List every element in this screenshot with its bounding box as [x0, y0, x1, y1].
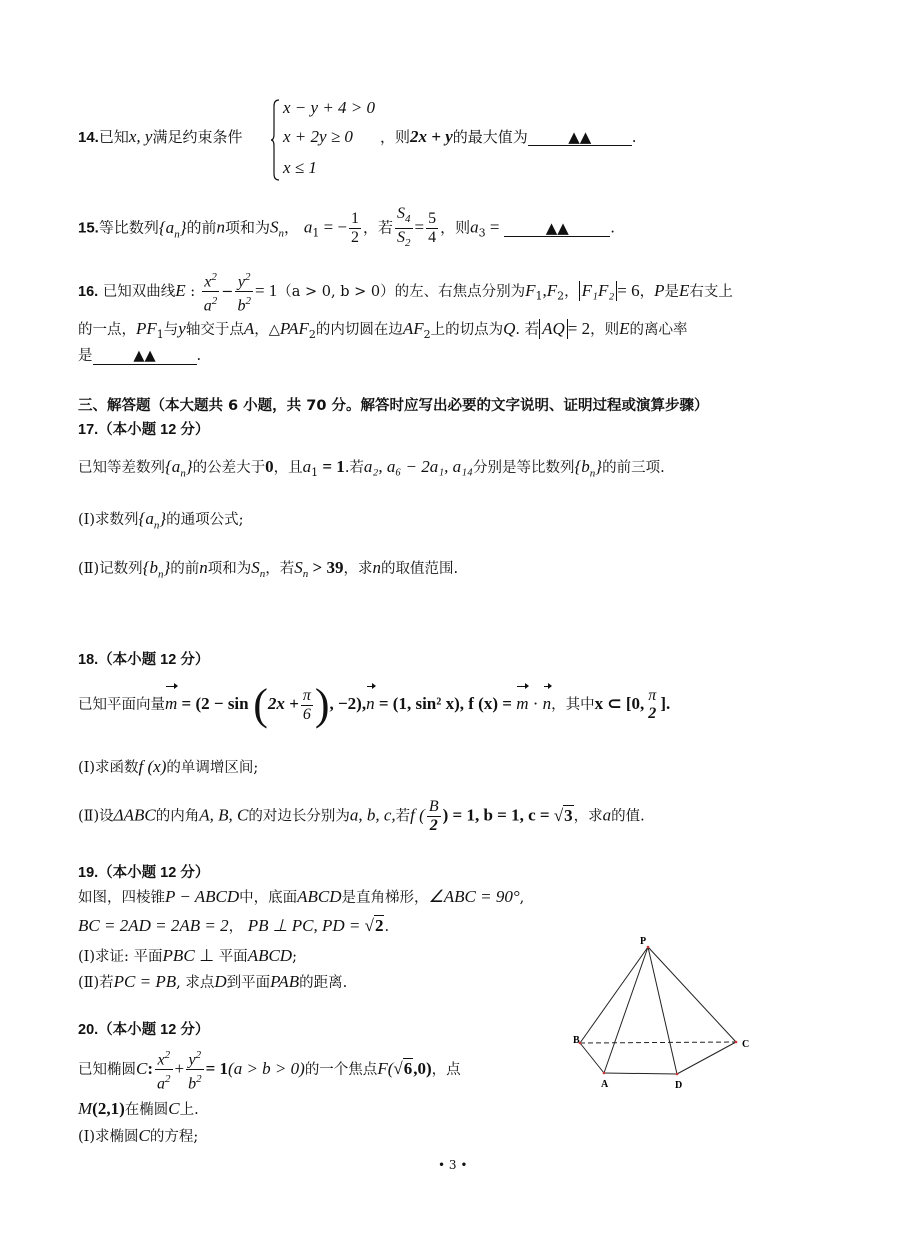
math: n — [589, 467, 596, 480]
math: , −2), — [329, 694, 367, 713]
text: 平面 — [218, 949, 248, 965]
fraction: $\frac{x^2}{a^2}$ — [202, 268, 220, 316]
question-20-stem — [78, 1046, 461, 1094]
answer-blank — [528, 129, 632, 146]
text: ，其中 — [551, 697, 595, 713]
math: n — [372, 558, 381, 577]
text: ，若 — [363, 218, 394, 237]
text: (Ⅰ)求函数 — [78, 760, 139, 776]
question-17-part-2 — [78, 557, 458, 580]
text: ， — [284, 218, 300, 237]
fraction — [426, 210, 438, 247]
math: P − ABCD — [165, 887, 240, 906]
text: 的值. — [611, 808, 645, 825]
text: 已知等差数列 — [78, 460, 165, 476]
text: ; — [292, 949, 297, 965]
math: PF — [136, 319, 157, 338]
math: 2x + — [267, 694, 299, 713]
question-14 — [78, 96, 778, 186]
fraction: $\frac{y^2}{b^2}$ — [235, 268, 253, 316]
blank-mark: ▲▲ — [568, 128, 592, 146]
fraction — [301, 687, 313, 724]
text: 已知椭圆 — [78, 1061, 136, 1078]
question-18-part-2 — [78, 798, 645, 835]
math: n — [278, 227, 285, 240]
text: 满足约束条件 — [152, 128, 243, 146]
sqrt: √2 — [364, 916, 384, 935]
numerator: π — [648, 687, 657, 704]
text: ，点 — [431, 1061, 461, 1078]
denominator: a — [157, 1075, 166, 1093]
brace — [271, 98, 279, 182]
blank-mark: ▲▲ — [133, 348, 156, 364]
math: n — [543, 684, 552, 724]
question-20-line-2 — [78, 1098, 199, 1119]
question-16: 16. 已知双曲线E : $\frac{x^2}{a^2}$ − $\frac{y^2}{b^2}$ = 1（a > 0, b > 0）的左、右焦点分别为$F_1,F_2$， F₁F₂ = 6，P是E右支上 — [78, 268, 733, 316]
text: 的前三项. — [602, 460, 665, 476]
question-18-part-1 — [78, 756, 258, 777]
radicand: 3 — [564, 805, 573, 825]
constraint-2: x + 2y ≥ 0 — [283, 127, 353, 146]
text: (Ⅰ)求椭圆 — [78, 1129, 139, 1145]
math: a — [602, 805, 612, 825]
math: 1 — [156, 327, 164, 341]
radicand: 6 — [403, 1058, 413, 1078]
text: , 求点 — [176, 975, 215, 991]
text: . — [384, 919, 390, 935]
text: ，则 — [440, 218, 471, 237]
text: (Ⅰ)求数列 — [78, 512, 139, 528]
math: PAF — [279, 319, 309, 338]
math: = 1 — [318, 457, 345, 476]
text: 等比数列 — [98, 218, 159, 237]
math: E — [175, 280, 186, 300]
text: 的一个焦点 — [304, 1061, 378, 1078]
answer-blank — [93, 348, 197, 365]
math: n — [174, 228, 180, 241]
math: = — [485, 217, 500, 237]
math: y — [178, 319, 186, 338]
denominator: 2 — [351, 229, 360, 247]
text: (Ⅰ)求证: 平面 — [78, 949, 163, 965]
math: a — [303, 217, 313, 237]
text: 的前 — [170, 561, 200, 577]
text: 项和为 — [207, 561, 252, 577]
math: n — [216, 217, 226, 237]
question-18-stem — [78, 680, 671, 734]
math: BC = 2AD = 2AB = 2 — [78, 916, 229, 935]
math: n — [366, 684, 375, 724]
math: S — [270, 217, 279, 237]
text: ，求 — [573, 808, 603, 825]
math: {b — [574, 457, 590, 476]
math: P — [654, 280, 665, 300]
math: ABCD — [247, 946, 293, 965]
question-number: 15. — [78, 219, 99, 237]
math: x ⊂ [0, — [594, 694, 645, 713]
text: 的公差大于 — [192, 460, 266, 476]
vertex-A — [603, 1072, 606, 1075]
question-number: 16. — [78, 283, 99, 300]
text: 轴交于点 — [185, 322, 244, 338]
math: ΔABC — [113, 805, 156, 825]
question-17-stem — [78, 456, 665, 479]
text: . — [196, 348, 202, 364]
text: (Ⅱ)记数列 — [78, 561, 143, 577]
fraction: $\frac{x^2}{a^2}$ — [155, 1046, 173, 1094]
math: ∠ABC = 90° — [428, 887, 520, 906]
blank-mark: ▲▲ — [545, 218, 569, 237]
sqrt: √3 — [553, 805, 573, 825]
question-19-stem — [78, 886, 524, 907]
text: ，求 — [343, 561, 373, 577]
numerator: x — [157, 1051, 165, 1069]
math: A — [243, 319, 255, 338]
question-16-line-2 — [78, 318, 688, 341]
math: · — [528, 694, 543, 713]
text: 的内切圆在边 — [315, 322, 403, 338]
text: ，若 — [265, 561, 295, 577]
question-header: 20.（本小题 12 分） — [78, 1022, 210, 1038]
numerator: x — [204, 273, 212, 291]
text: .若 — [344, 460, 364, 476]
math: Q — [503, 319, 516, 338]
text: 的距离. — [299, 975, 348, 991]
sqrt: √6 — [393, 1058, 413, 1078]
text: 的前 — [186, 218, 217, 237]
text: 若 — [395, 808, 411, 825]
vertex-P — [647, 946, 650, 949]
paren: ( — [253, 680, 268, 729]
page-number: • 3 • — [438, 1158, 468, 1172]
constraint-1: x − y + 4 > 0 — [283, 98, 376, 117]
question-20-header — [78, 1018, 209, 1039]
text: 已知双曲线 — [102, 283, 176, 300]
math: n — [157, 568, 164, 581]
question-16-line-3 — [78, 344, 201, 365]
math: = (1, sin² x), f (x) = — [374, 694, 517, 713]
text: 中，底面 — [239, 890, 298, 906]
fraction — [427, 798, 441, 835]
math: 0 — [265, 457, 274, 476]
numerator: 5 — [428, 210, 437, 228]
pyramid-figure — [560, 932, 770, 1092]
text: ，则 — [590, 322, 620, 338]
math: = − — [319, 217, 348, 237]
question-header: 17.（本小题 12 分） — [78, 422, 210, 438]
math: S — [251, 558, 260, 577]
numerator: y — [237, 273, 245, 291]
math: 4 — [405, 213, 411, 226]
math: C — [168, 1099, 180, 1118]
text: ，且 — [273, 460, 303, 476]
text: 的通项公式; — [166, 512, 244, 528]
text: 上的切点为 — [430, 322, 504, 338]
numerator: 1 — [351, 210, 360, 228]
brace-icon — [271, 98, 281, 182]
section-title: 三、解答题（本大题共 6 小题，共 70 分。解答时应写出必要的文字说明、证明过程或演算步骤） — [78, 398, 709, 414]
text: 如图，四棱锥 — [78, 890, 165, 906]
math: F — [546, 280, 558, 300]
text: (Ⅱ)设 — [78, 808, 114, 825]
math: C — [136, 1058, 148, 1078]
math: a₂, a₆ − 2a₁, a₁₄ — [363, 457, 473, 476]
numerator: y — [188, 1051, 196, 1069]
text: . — [631, 128, 637, 146]
question-17-part-1 — [78, 508, 244, 531]
math: a, b, c, — [349, 805, 396, 825]
math: n — [259, 567, 266, 580]
math: } — [163, 558, 171, 577]
edge-PC — [648, 947, 736, 1042]
math: F — [525, 280, 536, 300]
math: ) = 1, b = 1, c = — [442, 805, 554, 825]
answer-blank — [504, 220, 610, 237]
math: 2x + y — [410, 127, 453, 146]
text: 是直角梯形， — [341, 890, 429, 906]
question-19-line-2 — [78, 915, 389, 936]
math: f ( — [410, 805, 425, 825]
numerator: B — [428, 798, 439, 815]
math: n — [180, 467, 186, 480]
math: 3 — [478, 226, 486, 240]
math: PB ⊥ PC, PD = — [247, 916, 365, 935]
math: (a > b > 0) — [228, 1058, 305, 1078]
denominator: 6 — [302, 705, 311, 723]
text: , — [519, 890, 525, 906]
fraction — [349, 210, 361, 247]
question-19-part-2 — [78, 971, 347, 992]
math: = 1 — [254, 280, 278, 300]
math: E — [619, 319, 630, 338]
edge-BC-hidden — [580, 1042, 736, 1043]
math: } — [179, 217, 187, 237]
fraction — [395, 205, 413, 252]
label-D: D — [675, 1080, 683, 1091]
math: a — [470, 217, 479, 237]
math: } — [595, 457, 603, 476]
text: 右支上 — [689, 283, 733, 300]
math: = 6 — [617, 280, 640, 300]
text: 上. — [179, 1102, 199, 1118]
math: {b — [142, 558, 158, 577]
text: . 若 — [515, 322, 540, 338]
edge-BA — [580, 1043, 604, 1073]
math: a — [302, 457, 312, 476]
math: ]. — [660, 694, 671, 713]
text: . — [610, 218, 616, 237]
text: (Ⅱ)若 — [78, 975, 114, 991]
math: } — [185, 457, 193, 476]
text: 与 — [163, 322, 179, 338]
question-18-header — [78, 648, 209, 669]
math: F( — [377, 1058, 394, 1078]
math: AF — [402, 319, 424, 338]
math: (2,1) — [92, 1099, 125, 1118]
label-P: P — [640, 936, 647, 947]
text: 到平面 — [226, 975, 271, 991]
math: x, y — [128, 127, 153, 146]
edge-DC — [677, 1042, 736, 1074]
math: ⊥ — [199, 946, 215, 965]
math: = 1 — [205, 1058, 229, 1078]
text: 已知平面向量 — [78, 697, 165, 713]
math: ABCD — [297, 887, 342, 906]
edge-PD — [648, 947, 677, 1074]
text: 分别是等比数列 — [472, 460, 575, 476]
denominator: S — [397, 229, 406, 247]
text: ， — [639, 283, 655, 300]
math: A, B, C — [199, 805, 249, 825]
math: {a — [138, 509, 154, 528]
math: 1 — [311, 465, 319, 479]
math: ,0) — [413, 1058, 432, 1078]
math: > 39 — [308, 558, 344, 577]
denominator: b — [188, 1075, 197, 1093]
math: m — [516, 684, 528, 724]
math: n — [199, 558, 208, 577]
math: M — [78, 1099, 93, 1118]
text: 的左、右焦点分别为 — [394, 283, 526, 300]
math: f (x) — [138, 757, 167, 776]
text: 在椭圆 — [124, 1102, 169, 1118]
math: m — [165, 684, 177, 724]
math: − — [221, 283, 234, 300]
text: 项和为 — [225, 218, 271, 237]
math: 2 — [308, 327, 316, 341]
math: AQ — [539, 319, 568, 339]
vertex-C — [735, 1041, 738, 1044]
question-15 — [78, 205, 615, 252]
text: ， — [228, 919, 244, 935]
math: = 2 — [567, 319, 591, 338]
math: 1 — [312, 226, 320, 240]
text: 的取值范围. — [380, 561, 459, 577]
math: PC = PB — [113, 972, 177, 991]
math: S — [294, 558, 303, 577]
denominator: 4 — [428, 229, 437, 247]
math: D — [214, 972, 227, 991]
text: （a > 0, b > 0） — [277, 283, 395, 300]
fraction — [646, 687, 658, 723]
text: 的对边长分别为 — [248, 808, 350, 825]
numerator: S — [397, 205, 406, 222]
text: 的单调增区间; — [166, 760, 259, 776]
edge-PB — [580, 947, 648, 1043]
math: 2 — [423, 327, 431, 341]
math: {a — [165, 457, 181, 476]
text: 是 — [78, 348, 93, 364]
radicand: 2 — [374, 916, 384, 935]
question-number: 14. — [78, 129, 99, 146]
math: = — [414, 217, 425, 237]
fraction: $\frac{y^2}{b^2}$ — [186, 1046, 204, 1094]
denominator: 2 — [429, 817, 438, 834]
text: 已知 — [98, 128, 129, 146]
question-20-part-1 — [78, 1125, 198, 1146]
vertex-D — [676, 1073, 679, 1076]
math: : — [185, 283, 200, 300]
numerator: π — [302, 686, 311, 704]
text: 的最大值为 — [452, 128, 528, 146]
text: 的离心率 — [629, 322, 688, 338]
math: = (2 − sin — [177, 694, 249, 713]
text: ，△ — [254, 322, 280, 338]
question-19-part-1 — [78, 945, 297, 966]
text: 的内角 — [155, 808, 200, 825]
math: E — [678, 280, 690, 300]
math: {a — [158, 217, 175, 237]
denominator: a — [203, 297, 212, 315]
math: C — [138, 1126, 150, 1145]
math: F₁F₂ — [579, 281, 618, 301]
math: + — [174, 1058, 185, 1078]
math: } — [159, 509, 167, 528]
math: n — [153, 519, 160, 532]
label-A: A — [601, 1079, 609, 1090]
denominator: 2 — [648, 705, 657, 722]
text: ，则 — [380, 128, 411, 146]
label-B: B — [573, 1035, 580, 1046]
paren: ) — [314, 680, 330, 729]
math: n — [302, 567, 309, 580]
question-17-header — [78, 418, 209, 439]
edge-AD — [604, 1073, 677, 1074]
label-C: C — [742, 1039, 750, 1050]
text: ， — [564, 283, 579, 300]
math: PBC — [162, 946, 195, 965]
math: : — [147, 1058, 154, 1078]
denominator: b — [237, 297, 246, 315]
edge-PA — [604, 947, 648, 1073]
question-header: 19.（本小题 12 分） — [78, 865, 210, 881]
text: 的方程; — [149, 1129, 199, 1145]
question-header: 18.（本小题 12 分） — [78, 652, 210, 668]
math: PAB — [270, 972, 300, 991]
text: 是 — [664, 283, 679, 300]
text: 的一点， — [78, 322, 136, 338]
constraint-3: x ≤ 1 — [283, 158, 317, 177]
math: 2 — [405, 237, 411, 250]
question-19-header — [78, 861, 209, 882]
